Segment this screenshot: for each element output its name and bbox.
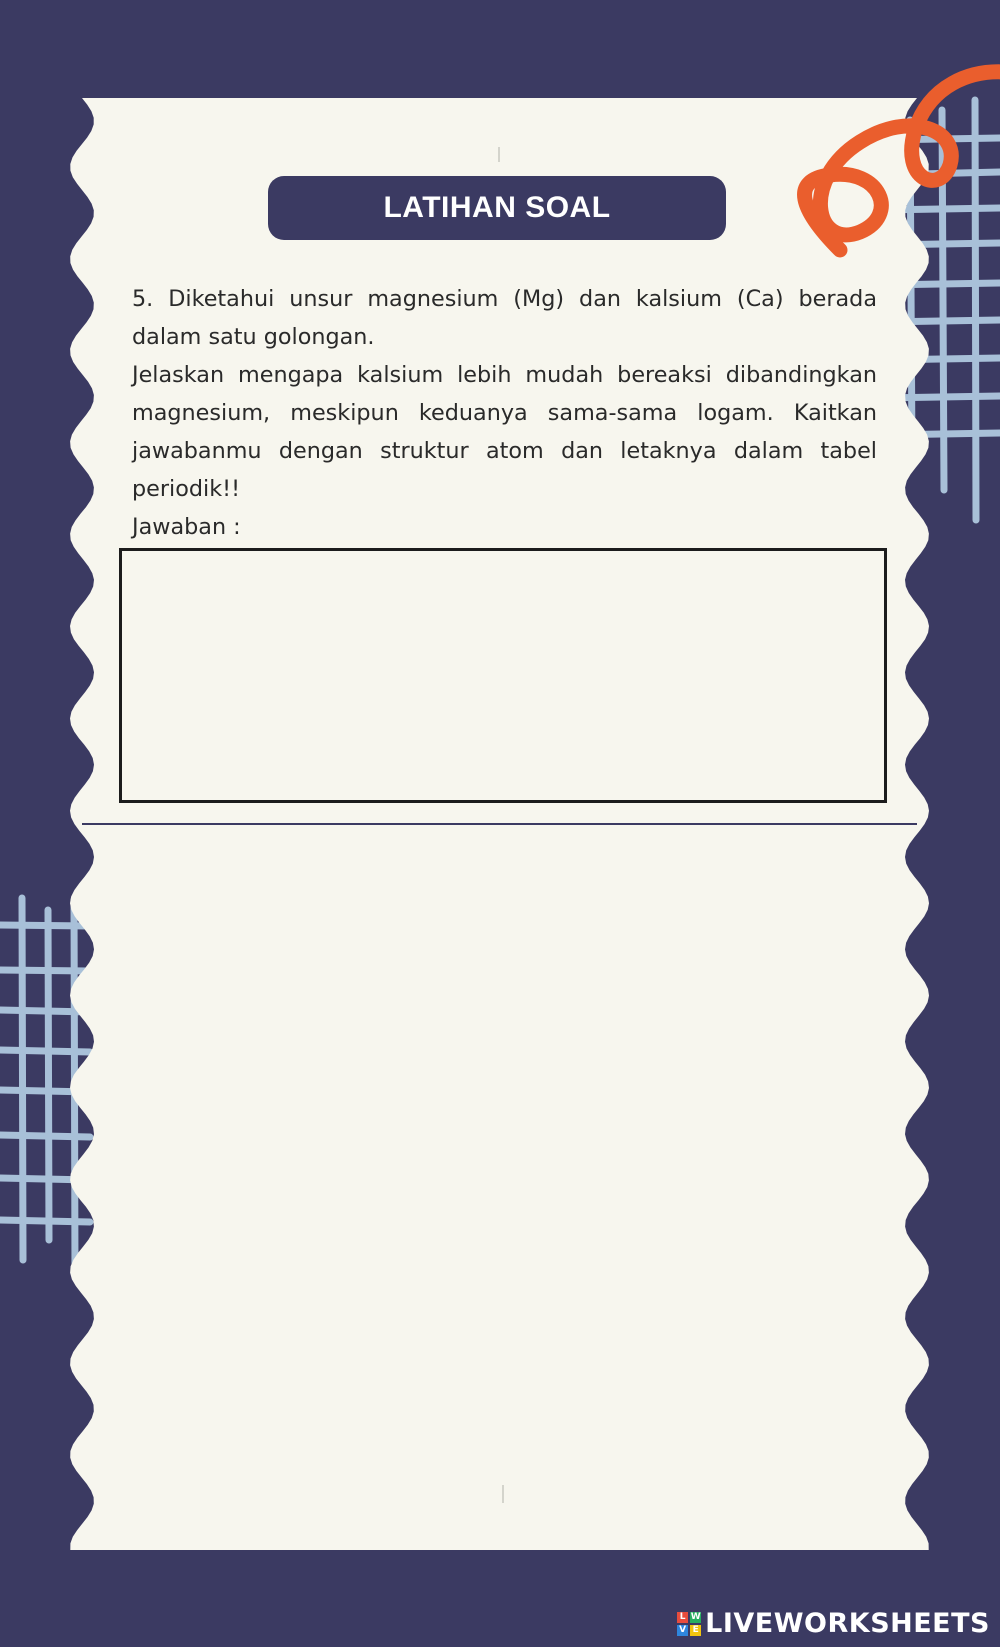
logo-tile-e: E xyxy=(690,1625,701,1636)
liveworksheets-logo-icon xyxy=(677,1612,701,1636)
section-divider xyxy=(82,823,917,825)
question-paragraph-1: 5. Diketahui unsur magnesium (Mg) dan kalsium (Ca) berada dalam satu golongan. xyxy=(132,286,877,350)
liveworksheets-logo-text: LIVEWORKSHEETS xyxy=(705,1608,990,1639)
question-block xyxy=(132,280,877,546)
answer-input[interactable] xyxy=(119,548,887,803)
worksheet-title: LATIHAN SOAL xyxy=(268,176,726,240)
logo-tile-l: L xyxy=(677,1612,688,1623)
logo-tile-w: W xyxy=(690,1611,701,1622)
answer-label: Jawaban : xyxy=(132,514,241,540)
question-paragraph-2: Jelaskan mengapa kalsium lebih mudah bereaksi dibandingkan magnesium, meskipun keduanya sama-sama logam. Kaitkan jawabanmu dengan struktur atom dan letaknya dalam tabel periodik!! xyxy=(132,362,877,502)
liveworksheets-brand xyxy=(677,1608,990,1639)
logo-tile-v: V xyxy=(677,1625,688,1636)
